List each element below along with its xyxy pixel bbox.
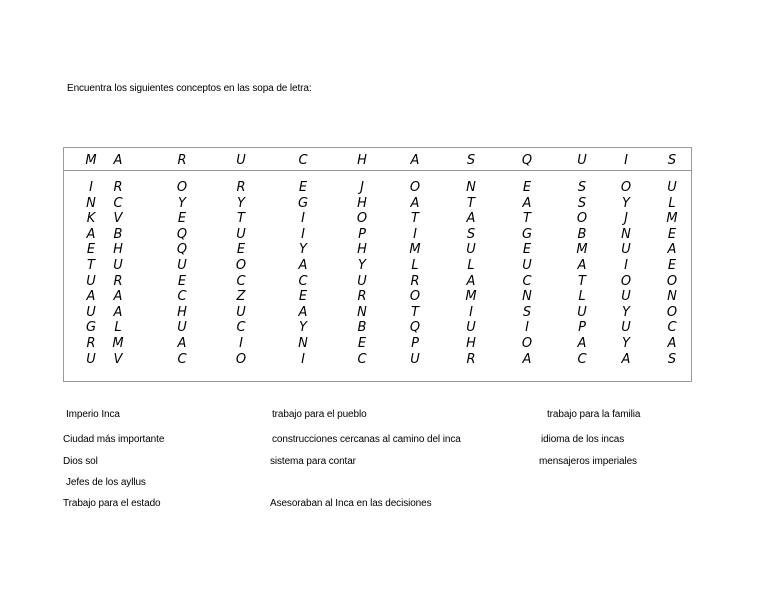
grid-letter: N bbox=[522, 289, 532, 305]
grid-letter: L bbox=[578, 289, 586, 305]
grid-letter: U bbox=[86, 351, 96, 367]
grid-letter: A bbox=[522, 195, 532, 211]
grid-letter: C bbox=[177, 289, 187, 305]
grid-letter: P bbox=[358, 226, 366, 242]
grid-letter: A bbox=[577, 258, 587, 273]
grid-letter: U bbox=[86, 304, 96, 320]
grid-letter: A bbox=[298, 258, 308, 273]
grid-letter: S bbox=[667, 153, 677, 168]
grid-letter: L bbox=[114, 320, 122, 336]
grid-letter: K bbox=[86, 211, 96, 227]
clue-idioma-incas: idioma de los incas bbox=[541, 434, 625, 445]
grid-letter: S bbox=[577, 180, 587, 195]
clue-sistema-contar: sistema para contar bbox=[270, 456, 356, 467]
grid-letter: G bbox=[297, 195, 309, 211]
grid-letter: A bbox=[621, 351, 631, 367]
grid-letter: T bbox=[411, 211, 419, 227]
grid-letter: A bbox=[177, 336, 187, 351]
grid-letter: U bbox=[621, 320, 631, 336]
grid-letter: H bbox=[357, 153, 367, 168]
grid-letter: C bbox=[177, 351, 187, 367]
grid-letter: C bbox=[667, 320, 677, 336]
grid-letter: R bbox=[466, 351, 476, 367]
grid-letter: T bbox=[523, 211, 531, 227]
grid-letter: C bbox=[357, 351, 367, 367]
grid-letter: U bbox=[236, 226, 246, 242]
grid-row bbox=[64, 351, 691, 369]
grid-letter: R bbox=[113, 273, 123, 289]
grid-letter: M bbox=[85, 153, 97, 168]
grid-letter: E bbox=[86, 242, 96, 258]
grid-letter: C bbox=[298, 273, 308, 289]
grid-letter: E bbox=[298, 289, 308, 305]
grid-letter: N bbox=[357, 304, 367, 320]
grid-letter: G bbox=[521, 226, 533, 242]
grid-letter: C bbox=[113, 195, 123, 211]
grid-letter: U bbox=[410, 351, 420, 367]
grid-letter: L bbox=[668, 195, 676, 211]
clue-imperio-inca: Imperio Inca bbox=[66, 409, 120, 420]
grid-letter: O bbox=[620, 180, 632, 195]
grid-letter: S bbox=[466, 226, 476, 242]
grid-letter: E bbox=[522, 242, 532, 258]
grid-letter: A bbox=[466, 273, 476, 289]
grid-letter: O bbox=[356, 211, 368, 227]
grid-letter: Y bbox=[622, 304, 630, 320]
word-search-grid bbox=[63, 147, 692, 382]
grid-letter: A bbox=[667, 242, 677, 258]
grid-letter: O bbox=[620, 273, 632, 289]
grid-letter: A bbox=[667, 336, 677, 351]
grid-letter: C bbox=[522, 273, 532, 289]
grid-letter: Q bbox=[521, 153, 533, 168]
grid-letter: Q bbox=[176, 242, 188, 258]
grid-letter: O bbox=[235, 258, 247, 273]
clue-dios-sol: Dios sol bbox=[63, 456, 98, 467]
grid-letter: Z bbox=[236, 289, 246, 305]
grid-letter: T bbox=[467, 195, 475, 211]
grid-letter: H bbox=[357, 195, 367, 211]
grid-letter: J bbox=[624, 211, 628, 227]
grid-letter: R bbox=[410, 273, 420, 289]
grid-letter: N bbox=[466, 180, 476, 195]
grid-letter: U bbox=[236, 304, 246, 320]
grid-letter: O bbox=[666, 304, 678, 320]
grid-letter: O bbox=[409, 289, 421, 305]
grid-letter: U bbox=[113, 258, 123, 273]
grid-letter: C bbox=[236, 273, 246, 289]
grid-letter: V bbox=[113, 351, 123, 367]
grid-letter: B bbox=[357, 320, 367, 336]
grid-letter: U bbox=[466, 320, 476, 336]
grid-letter: M bbox=[465, 289, 477, 305]
grid-letter: U bbox=[667, 180, 677, 195]
grid-letter: A bbox=[410, 153, 420, 168]
grid-letter: R bbox=[236, 180, 246, 195]
grid-letter: O bbox=[576, 211, 588, 227]
instruction-text: Encuentra los siguientes conceptos en las sopa de letra: bbox=[67, 83, 312, 94]
grid-letter: E bbox=[177, 273, 187, 289]
grid-letter: I bbox=[301, 211, 305, 227]
grid-letter: U bbox=[177, 320, 187, 336]
grid-letter: I bbox=[239, 336, 243, 351]
grid-letter: C bbox=[298, 153, 308, 168]
clue-trabajo-familia: trabajo para la familia bbox=[547, 409, 641, 420]
grid-letter: A bbox=[86, 289, 96, 305]
grid-letter: P bbox=[578, 320, 586, 336]
grid-letter: E bbox=[667, 226, 677, 242]
clue-jefes-ayllus: Jefes de los ayllus bbox=[66, 477, 146, 488]
grid-letter: B bbox=[577, 226, 587, 242]
grid-letter: O bbox=[235, 351, 247, 367]
grid-letter: I bbox=[413, 226, 417, 242]
grid-letter: N bbox=[621, 226, 631, 242]
grid-letter: I bbox=[525, 320, 529, 336]
grid-letter: I bbox=[301, 226, 305, 242]
grid-letter: S bbox=[577, 195, 587, 211]
grid-letter: U bbox=[577, 304, 587, 320]
grid-letter: N bbox=[86, 195, 96, 211]
grid-letter: U bbox=[86, 273, 96, 289]
grid-letter: R bbox=[113, 180, 123, 195]
grid-letter: M bbox=[666, 211, 678, 227]
grid-letter: Y bbox=[299, 242, 307, 258]
grid-letter: I bbox=[624, 258, 628, 273]
grid-letter: E bbox=[522, 180, 532, 195]
clue-asesoraban: Asesoraban al Inca en las decisiones bbox=[270, 498, 432, 509]
grid-letter: J bbox=[360, 180, 364, 195]
grid-letter: N bbox=[298, 336, 308, 351]
grid-letter: E bbox=[357, 336, 367, 351]
grid-letter: B bbox=[113, 226, 123, 242]
grid-letter: Q bbox=[409, 320, 421, 336]
grid-letter: A bbox=[577, 336, 587, 351]
grid-letter: L bbox=[411, 258, 419, 273]
grid-letter: L bbox=[467, 258, 475, 273]
grid-letter: R bbox=[177, 153, 187, 168]
grid-letter: A bbox=[113, 304, 123, 320]
grid-letter: I bbox=[301, 351, 305, 367]
grid-letter: O bbox=[176, 180, 188, 195]
grid-letter: G bbox=[85, 320, 97, 336]
grid-letter: U bbox=[357, 273, 367, 289]
grid-letter: Y bbox=[237, 195, 245, 211]
grid-letter: P bbox=[411, 336, 419, 351]
grid-letter: Y bbox=[622, 195, 630, 211]
grid-letter: S bbox=[466, 153, 476, 168]
clue-mensajeros: mensajeros imperiales bbox=[539, 456, 637, 467]
grid-letter: Q bbox=[176, 226, 188, 242]
grid-letter: E bbox=[298, 180, 308, 195]
grid-letter: A bbox=[113, 153, 123, 168]
grid-letter: O bbox=[666, 273, 678, 289]
grid-letter: N bbox=[667, 289, 677, 305]
grid-letter: I bbox=[624, 153, 628, 168]
grid-letter: R bbox=[86, 336, 96, 351]
grid-letter: C bbox=[236, 320, 246, 336]
grid-letter: T bbox=[411, 304, 419, 320]
grid-letter: U bbox=[466, 242, 476, 258]
clue-trabajo-pueblo: trabajo para el pueblo bbox=[272, 409, 367, 420]
grid-letter: Y bbox=[178, 195, 186, 211]
clue-construcciones: construcciones cercanas al camino del inca bbox=[272, 434, 461, 445]
grid-letter: Y bbox=[299, 320, 307, 336]
grid-letter: U bbox=[177, 258, 187, 273]
grid-letter: H bbox=[357, 242, 367, 258]
grid-letter: S bbox=[522, 304, 532, 320]
grid-letter: O bbox=[409, 180, 421, 195]
grid-letter: T bbox=[87, 258, 95, 273]
clue-ciudad-importante: Ciudad más importante bbox=[63, 434, 165, 445]
grid-letter: V bbox=[113, 211, 123, 227]
grid-letter: M bbox=[112, 336, 124, 351]
grid-letter: H bbox=[177, 304, 187, 320]
grid-letter: M bbox=[409, 242, 421, 258]
grid-letter: T bbox=[578, 273, 586, 289]
grid-letter: U bbox=[621, 242, 631, 258]
grid-letter: U bbox=[621, 289, 631, 305]
grid-letter: A bbox=[86, 226, 96, 242]
grid-letter: T bbox=[237, 211, 245, 227]
grid-letter: S bbox=[667, 351, 677, 367]
grid-letter: A bbox=[298, 304, 308, 320]
grid-letter: O bbox=[521, 336, 533, 351]
grid-letter: A bbox=[522, 351, 532, 367]
grid-letter: I bbox=[469, 304, 473, 320]
grid-letter: A bbox=[410, 195, 420, 211]
grid-letter: H bbox=[113, 242, 123, 258]
grid-letter: A bbox=[466, 211, 476, 227]
grid-letter: Y bbox=[622, 336, 630, 351]
grid-letter: Y bbox=[358, 258, 366, 273]
grid-letter: U bbox=[236, 153, 246, 168]
grid-letter: U bbox=[577, 153, 587, 168]
grid-row bbox=[64, 152, 691, 171]
grid-letter: H bbox=[466, 336, 476, 351]
grid-letter: R bbox=[357, 289, 367, 305]
grid-letter: E bbox=[177, 211, 187, 227]
clue-trabajo-estado: Trabajo para el estado bbox=[63, 498, 161, 509]
grid-letter: U bbox=[522, 258, 532, 273]
grid-letter: C bbox=[577, 351, 587, 367]
grid-letter: M bbox=[576, 242, 588, 258]
grid-letter: A bbox=[113, 289, 123, 305]
grid-letter: E bbox=[667, 258, 677, 273]
grid-letter: I bbox=[89, 180, 93, 195]
grid-letter: E bbox=[236, 242, 246, 258]
